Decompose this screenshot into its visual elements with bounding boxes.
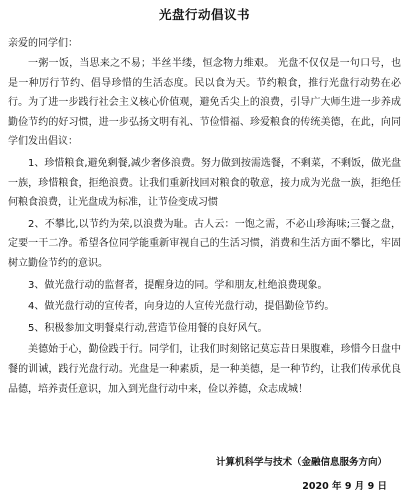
proposal-4: 4、做光盘行动的宣传者，向身边的人宣传光盘行动，提倡勤俭节约。 xyxy=(28,301,335,313)
closing-paragraph: 美德始于心，勤俭践于行。同学们，让我们时刻铭记莫忘昔日果腹难，珍惜今日盘中餐的训诫，践行光盘行动。光盘是一种素质，是一种美德，是一种节约，让我们传承优良品德，培养责任意识，加入到光盘行动中来，俭以养德，众志成城！ xyxy=(8,344,401,395)
signature: 计算机科学与技术（金融信息服务方向） xyxy=(215,457,387,468)
proposal-5: 5、积极参加文明餐桌行动,营造节俭用餐的良好风气。 xyxy=(28,322,268,334)
proposal-2: 2、不攀比,以节约为荣,以浪费为耻。古人云：一饱之需，不必山珍海味;三餐之盘，定要一干二净。希望各位同学能重新审视自己的生活习惯，消费和生活方面不攀比，牢固树立勤俭节约的意识。 xyxy=(8,218,401,269)
proposal-3: 3、做光盘行动的监督者，提醒身边的同。学和朋友,杜绝浪费现象。 xyxy=(28,279,328,291)
proposal-1: 1、珍惜粮食,避免剩餐,减少奢侈浪费。努力做到按需选餐，不剩菜，不剩饭，做光盘一族，珍惜粮食，拒绝浪费。让我们重新找回对粮食的敬意，接力成为光盘一族，拒绝任何粮食浪费，让光盘成为标准，让节俭变成习惯 xyxy=(8,157,401,209)
document-title: 光盘行动倡议书 xyxy=(158,7,250,22)
intro-paragraph: 一粥一饭，当思来之不易；半丝半缕，恒念物力维艰。 光盘不仅仅是一句口号，也是一种厉行节约、倡导珍惜的生活态度。民以食为天。节约粮食，推行光盘行动势在必行。为了进一步践行社会主义核心价值观，避免舌尖上的浪费，引导广大师生进一步养成勤俭节约的好习惯，进一步弘扬文明有礼、节俭惜福、珍爱粮食的传统美德，在此，向同学们发出倡议： xyxy=(8,58,401,148)
date: 2020 年 9 月 9 日 xyxy=(302,481,387,492)
greeting: 亲爱的同学们： xyxy=(8,38,78,49)
